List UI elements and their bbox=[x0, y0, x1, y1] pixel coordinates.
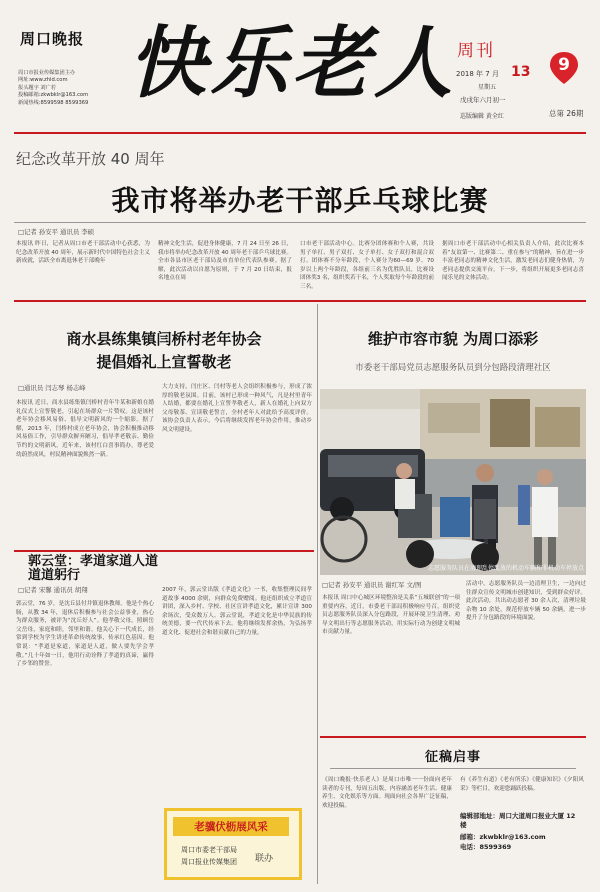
issue-day: 13 bbox=[511, 64, 531, 80]
issue-editor: 巡版编辑 黄全红 bbox=[460, 113, 504, 120]
volunteer-column: 本报讯 周口中心城区环境整治是关系“五城联创”的一项重要内容。近日，市委老干部局积极响应号召，组织党员志愿服务队员深入分包路段，开展环境卫生清理、劝导文明出行等志愿服务活动，用实际行动为创建文明城市贡献力量。 bbox=[322, 595, 460, 636]
publisher-line: 新闻热线:8599598 8599369 bbox=[18, 99, 89, 106]
joint-column-banner bbox=[164, 808, 302, 880]
section-divider bbox=[320, 736, 586, 738]
cfp-underline bbox=[330, 768, 576, 769]
headline-underline bbox=[14, 222, 586, 223]
publisher-line: 投稿邮箱:zkwbklr@163.com bbox=[18, 92, 89, 99]
village-headline-2: 提倡婚礼上宣誓敬老 bbox=[96, 353, 232, 371]
story-column: 口市老干部活动中心。比赛分团体赛和个人赛，共设男子单打、男子双打、女子单打、女子双打和混合双打。团体赛不分年龄段，个人赛分为60—69 岁、70 岁以上两个年龄段，各组前三名为优胜队员，比赛设团体奖3 名，组织奖若干名，个人奖取每个年龄段的前三名。 bbox=[300, 241, 434, 290]
top-story bbox=[0, 136, 600, 298]
filial-column: 2007 年，郭云堂出版《孝道文化》一书，收集整理民间孝道故事 4000 余则，向群众免费赠阅。他还组织成立孝道宣讲团，深入乡村、学校、社区宣讲孝道文化，累计宣讲 300 余场次，受众数万人。郭云堂说，孝道文化是中华民族的传统美德，要一代代传承下去。他将继续发挥余热，为弘扬孝道文化、促进社会和谐贡献自己的力量。 bbox=[162, 587, 312, 636]
volunteer-photo bbox=[320, 389, 586, 575]
issue-date: 2018 年 7 月 bbox=[456, 70, 499, 78]
banner-org-2: 周口报业传媒集团 bbox=[181, 858, 237, 866]
publisher-line: 周口市报业传媒集团主办 bbox=[18, 70, 76, 76]
volunteer-column: 活动中，志愿服务队员一边清理卫生，一边向过往群众宣传文明城市创建知识，受到群众好评。此次活动，共出动志愿者 30 余人次，清理垃圾杂物 10 余处，规范停放车辆 50 余辆，进一步提升了分包路段的环境面貌。 bbox=[466, 581, 586, 622]
story-column: 据周口市老干部活动中心相关负责人介绍，此次比赛本着“友谊第一、比赛第二、重在参与”的精神，旨在进一步丰富老同志的精神文化生活，激发老同志们健身热情，为老同志提供交流平台。下一步，将组织开展更多老同志喜闻乐见的文体活动。 bbox=[442, 241, 584, 282]
vertical-divider bbox=[317, 304, 318, 884]
banner-title: 老骥伏枥展风采 bbox=[173, 817, 289, 836]
story-byline: □记者 孙安平 通讯员 李硕 bbox=[18, 228, 95, 236]
village-headline-1: 商水县练集镇闫桥村老年协会 bbox=[66, 330, 262, 348]
cfp-address: 编辑部地址：周口大道周口报业大厦 12 楼 bbox=[460, 812, 576, 829]
volunteer-headline: 维护市容市貌 为周口添彩 bbox=[367, 330, 539, 348]
weekly-label: 周刊 bbox=[457, 41, 495, 61]
cfp-headline: 征稿启事 bbox=[424, 750, 481, 765]
village-byline: □通讯员 闫志琴 杨志峰 bbox=[18, 384, 86, 392]
volunteer-story bbox=[320, 303, 586, 603]
publisher-info bbox=[18, 70, 138, 107]
cfp-column: 有《养生有道》《老有所乐》《健康知识》《夕阳风采》等栏目，欢迎您踊跃投稿。 bbox=[460, 777, 584, 792]
filial-column: 郭云堂，76 岁，是沈丘县付井镇退休教师。他是个热心肠，从教 34 年，退休后积极参与社会公益事业，热心为群众服务，被评为“沈丘好人”。他孝敬父母，照顾岳父岳母，家庭和睦，邻里和谐。他关心下一代成长，经常到学校为学生讲述革命传统故事，传承红色基因。他常说：“孝道是家道，家道是人道，做人要先学会孝敬。”几十年如一日，他用行动诠释了孝道的真谛，赢得了乡邻的赞誉。 bbox=[16, 601, 154, 668]
newspaper-logo: 周口晚报 bbox=[20, 30, 85, 48]
publisher-line: 报头题字 刘广若 bbox=[18, 84, 56, 91]
village-column: 大力支持，闫庄区、闫村等老人会组织积极参与，形成了浓厚的敬老氛围。目前，该村已形成一种风气，凡是村里青年人结婚，都要在婚礼上宣誓孝敬老人，新人在婚礼上向双方父母敬茶、宣读敬老誓言，全村老年人对此给予高度评价。该协会负责人表示，今后将继续发挥老年协会作用，推动乡风文明建设。 bbox=[162, 384, 312, 433]
photo-caption: 志愿服务队员在清理乱停乱放的机动车辆和非机动车停放点 bbox=[427, 565, 584, 572]
filial-byline: □记者 宋馨 通讯员 胡翔 bbox=[18, 586, 88, 594]
banner-org-1: 周口市委老干部局 bbox=[181, 846, 237, 854]
village-story bbox=[14, 303, 314, 549]
masthead-divider bbox=[14, 132, 586, 134]
lunar-date: 戊戌年六月初一 bbox=[460, 96, 506, 104]
page-number-badge bbox=[548, 50, 580, 84]
masthead-title: 快乐老人 bbox=[128, 18, 457, 109]
filial-headline: 郭云堂：孝道家道人道 道道躬行 bbox=[28, 554, 159, 583]
banner-suffix: 联办 bbox=[255, 854, 274, 864]
masthead bbox=[0, 0, 600, 132]
call-for-papers bbox=[320, 740, 586, 886]
story-kicker: 纪念改革开放 40 周年 bbox=[16, 150, 165, 168]
cfp-column: 《周口晚报·快乐老人》是周口市唯一一份面向老年读者的专刊，每周五出版，内容涵盖老年生活、健康养生、文化娱乐等方面。现面向社会各界广泛征稿，欢迎投稿。 bbox=[322, 777, 452, 809]
cfp-phone: 电话：8599369 bbox=[460, 843, 512, 851]
story-column: 本报讯 昨日，记者从周口市老干部活动中心获悉，为纪念改革开放 40 周年，展示新时代中国特色社会主义新成就，活跃全市离退休老干部晚年 bbox=[16, 241, 150, 265]
village-column: 本报讯 近日，商水县练集镇闫桥村青年牛某和新娘在婚礼仪式上宣誓敬老，引起在场群众一片赞叹。这是该村老年协会移风易俗、倡导文明新风的一个缩影。据了解，2013 年，闫桥村成立老年协会，协会积极推动移风易俗工作，引导群众摒弃陋习，倡导孝老敬亲、勤俭节约的文明新风。近年来，该村红白喜事简办，尊老爱幼蔚然成风，村民精神面貌焕然一新。 bbox=[16, 400, 154, 458]
volunteer-subhead: 市委老干部局党员志愿服务队员到分包路段清理社区 bbox=[355, 363, 551, 373]
issue-weekday: 星期五 bbox=[478, 84, 497, 91]
page-number: 9 bbox=[558, 55, 570, 75]
cfp-email: 邮箱：zkwbklr@163.com bbox=[460, 833, 546, 841]
story-headline: 我市将举办老干部乒乓球比赛 bbox=[111, 184, 489, 217]
section-divider bbox=[14, 300, 586, 302]
issue-count: 总第 26期 bbox=[549, 109, 584, 118]
story-column: 精神文化生活，促进身体健康，7 月 24 日至 26 日，我市将举办纪念改革开放 40 周年老干部乒乓球比赛。全市各县市区老干部局及市直单位代表队参赛。据了解，此次活动以自愿为原则，于 7 月 20 日结束，报名地点在周 bbox=[158, 241, 292, 282]
publisher-line: 网址:www.zhld.com bbox=[18, 77, 68, 84]
volunteer-byline: □记者 孙安平 通讯员 谢红军 文/图 bbox=[322, 581, 422, 589]
filial-story bbox=[14, 552, 314, 886]
